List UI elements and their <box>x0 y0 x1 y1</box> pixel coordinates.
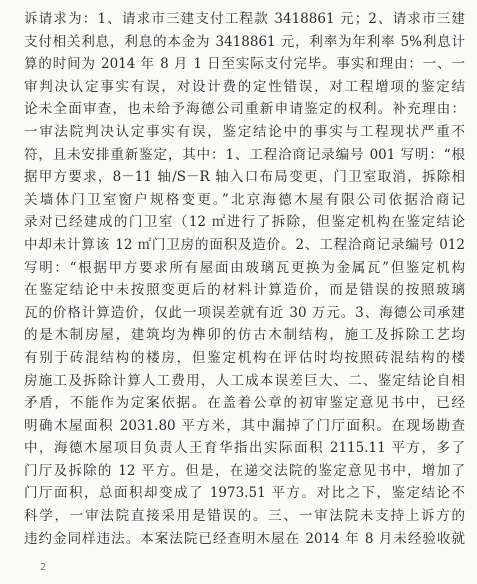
text-line: 一审法院判决认定事实有误，鉴定结论中的事实与工程现状严重不 <box>24 123 465 140</box>
text-line: 算的时间为 2014 年 8 月 1 日至实际支付完毕。事实和理由：一、一 <box>24 56 465 73</box>
text-line: 的是木制房屋，建筑均为榫卯的仿古木制结构，施工及拆除工艺均 <box>24 327 465 344</box>
text-line: 中却未计算该 12 ㎡门卫房的面积及造价。2、工程洽商记录编号 012 <box>24 236 465 253</box>
text-line: 支付相关利息，利息的本金为 3418861 元，利率为年利率 5%利息计 <box>24 33 465 50</box>
text-line: 科学，一审法院直接采用是错误的。三、一审法院未支持上诉方的 <box>24 508 465 525</box>
text-line: 关墙体门卫室窗户规格变更。”北京海德木屋有限公司依据洽商记 <box>24 191 465 208</box>
text-line: 明确木屋面积 2031.80 平方米，其中漏掉了门厅面积。在现场勘查 <box>24 417 465 434</box>
text-line: 写明：“根据甲方要求所有屋面由玻璃瓦更换为金属瓦”但鉴定机构 <box>24 259 465 276</box>
text-line: 录对已经建成的门卫室（12 ㎡进行了拆除，但鉴定机构在鉴定结论 <box>24 214 465 231</box>
text-line: 矛盾，不能作为定案依据。在盖着公章的初审鉴定意见书中，已经 <box>24 395 465 412</box>
text-line: 瓦的价格计算造价，仅此一项误差就有近 30 万元。3、海德公司承建 <box>24 304 465 321</box>
text-line: 诉请求为：1、请求市三建支付工程款 3418861 元；2、请求市三建 <box>24 11 465 27</box>
text-line: 房施工及拆除计算人工费用，人工成本误差巨大、二、鉴定结论自相 <box>24 372 465 389</box>
text-line: 符，且未安排重新鉴定，其中：1、工程洽商记录编号 001 写明：“根 <box>24 146 465 163</box>
text-line: 违约金同样违法。本案法院已经查明木屋在 2014 年 8 月未经验收就 <box>24 530 465 547</box>
text-line: 审判决认定事实有误，对设计费的定性错误，对工程增项的鉴定结 <box>24 78 465 95</box>
document-body <box>24 8 465 550</box>
text-line: 据甲方要求，8－11 轴/S－R 轴入口布局变更，门卫室取消，拆除相 <box>24 169 465 186</box>
text-line: 有别于砖混结构的楼房，但鉴定机构在评估时均按照砖混结构的楼 <box>24 349 465 366</box>
page-number: 2 <box>40 562 47 573</box>
text-line: 论未全面审查，也未给予海德公司重新申请鉴定的权利。补充理由： <box>24 101 465 118</box>
text-line: 门厅面积，总面积却变成了 1973.51 平方。对比之下，鉴定结论不 <box>24 485 465 502</box>
text-line: 在鉴定结论中未按照变更后的材料计算造价，而是错误的按照玻璃 <box>24 282 465 299</box>
text-line: 门厅及拆除的 12 平方。但是，在递交法院的鉴定意见书中，增加了 <box>24 462 465 479</box>
text-line: 中，海德木屋项目负责人王育华指出实际面积 2115.11 平方，多了 <box>24 440 465 457</box>
